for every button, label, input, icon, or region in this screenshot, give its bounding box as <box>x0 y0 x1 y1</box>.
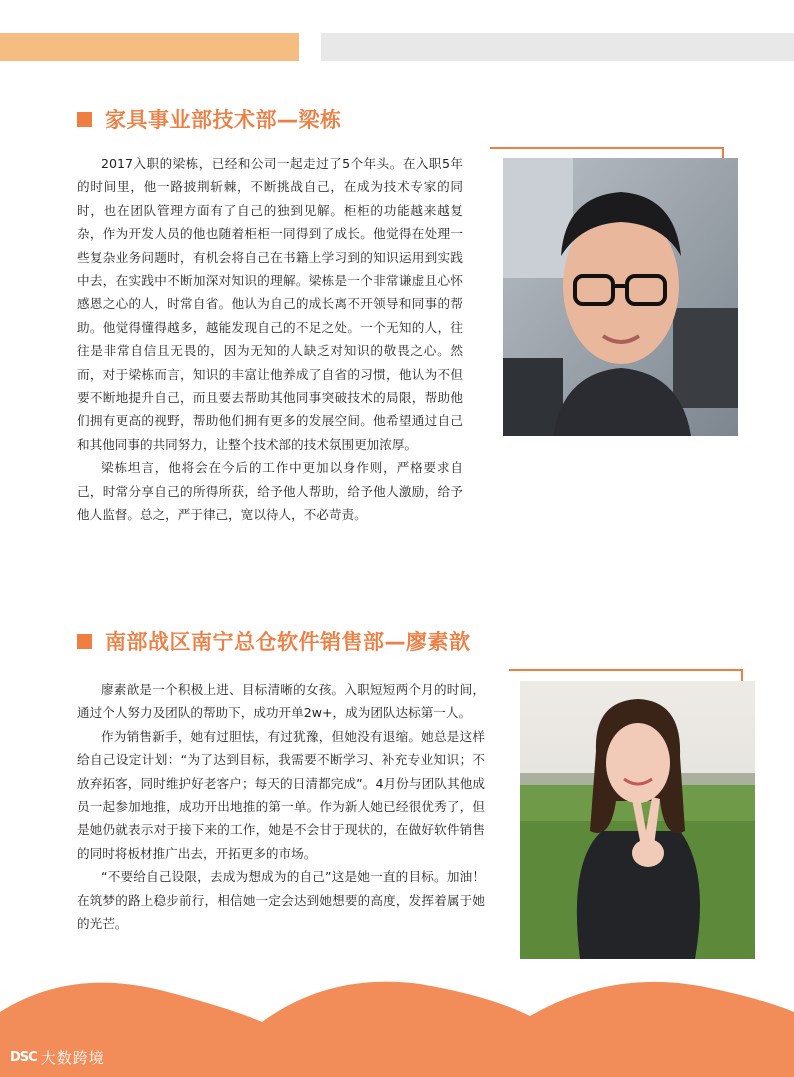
paragraph: 2017入职的梁栋，已经和公司一起走过了5个年头。在入职5年的时间里，他一路披荆斩棘，不断挑战自己，在成为技术专家的同时，也在团队管理方面有了自己的独到见解。柜柜的功能越来越复杂，作为开发人员的他也随着柜柜一同得到了成长。他觉得在处理一些复杂业务问题时，有机会将自己在书籍上学习到的知识运用到实践中去，在实践中不断加深对知识的理解。梁栋是一个非常谦虚且心怀感恩之心的人，时常自省。他认为自己的成长离不开领导和同事的帮助。他觉得懂得越多，越能发现自己的不足之处。一个无知的人，往往是非常自信且无畏的，因为无知的人缺乏对知识的敬畏之心。然而，对于梁栋而言，知识的丰富让他养成了自省的习惯，他认为不但要不断地提升自己，而且要去帮助其他同事突破技术的局限，帮助他们拥有更高的视野，帮助他们拥有更多的发展空间。他希望通过自己和其他同事的共同努力，让整个技术部的技术氛围更加浓厚。 <box>77 156 463 452</box>
portrait-photo-1 <box>503 158 738 436</box>
section-title-2 <box>77 626 471 656</box>
logo-text: 大数跨境 <box>40 1049 105 1067</box>
portrait-photo-2 <box>520 681 755 959</box>
paragraph: “不要给自己设限，去成为想成为的自己”这是她一直的目标。加油！在筑梦的路上稳步前行，相信她一定会达到她想要的高度，发挥着属于她的光芒。 <box>77 869 485 932</box>
paragraph: 廖素歆是一个积极上进、目标清晰的女孩。入职短短两个月的时间，通过个人努力及团队的帮助下，成功开单2w+，成为团队达标第一人。 <box>77 682 485 721</box>
title-marker-icon <box>77 634 92 649</box>
section-title-text: 南部战区南宁总仓软件销售部—廖素歆 <box>105 630 471 654</box>
header-gray-bar <box>321 33 794 61</box>
section-title-1 <box>77 104 342 134</box>
section-title-text: 家具事业部技术部—梁栋 <box>105 108 342 132</box>
section-2-body <box>77 678 485 935</box>
logo-mark-icon: DSC <box>10 1050 37 1065</box>
section-1-body <box>77 152 463 527</box>
portrait-male-icon <box>503 158 738 436</box>
paragraph: 作为销售新手，她有过胆怯，有过犹豫，但她没有退缩。她总是这样给自己设定计划：“为了达到目标，我需要不断学习、补充专业知识；不放弃拓客，同时维护好老客户；每天的日清都完成”。4月份与团队其他成员一起参加地推，成功开出地推的第一单。作为新人她已经很优秀了，但是她仍就表示对于接下来的工作，她是不会甘于现状的，在做好软件销售的同时将板材推广出去，开拓更多的市场。 <box>77 728 485 861</box>
footer-logo <box>10 1047 105 1068</box>
paragraph: 梁栋坦言，他将会在今后的工作中更加以身作则，严格要求自己，时常分享自己的所得所获，给予他人帮助，给予他人激励，给予他人监督。总之，严于律己，宽以待人，不必苛责。 <box>77 460 463 523</box>
header-accent-bar <box>0 33 299 61</box>
title-marker-icon <box>77 112 92 127</box>
bottom-wave <box>0 972 794 1077</box>
portrait-female-icon <box>520 681 755 959</box>
